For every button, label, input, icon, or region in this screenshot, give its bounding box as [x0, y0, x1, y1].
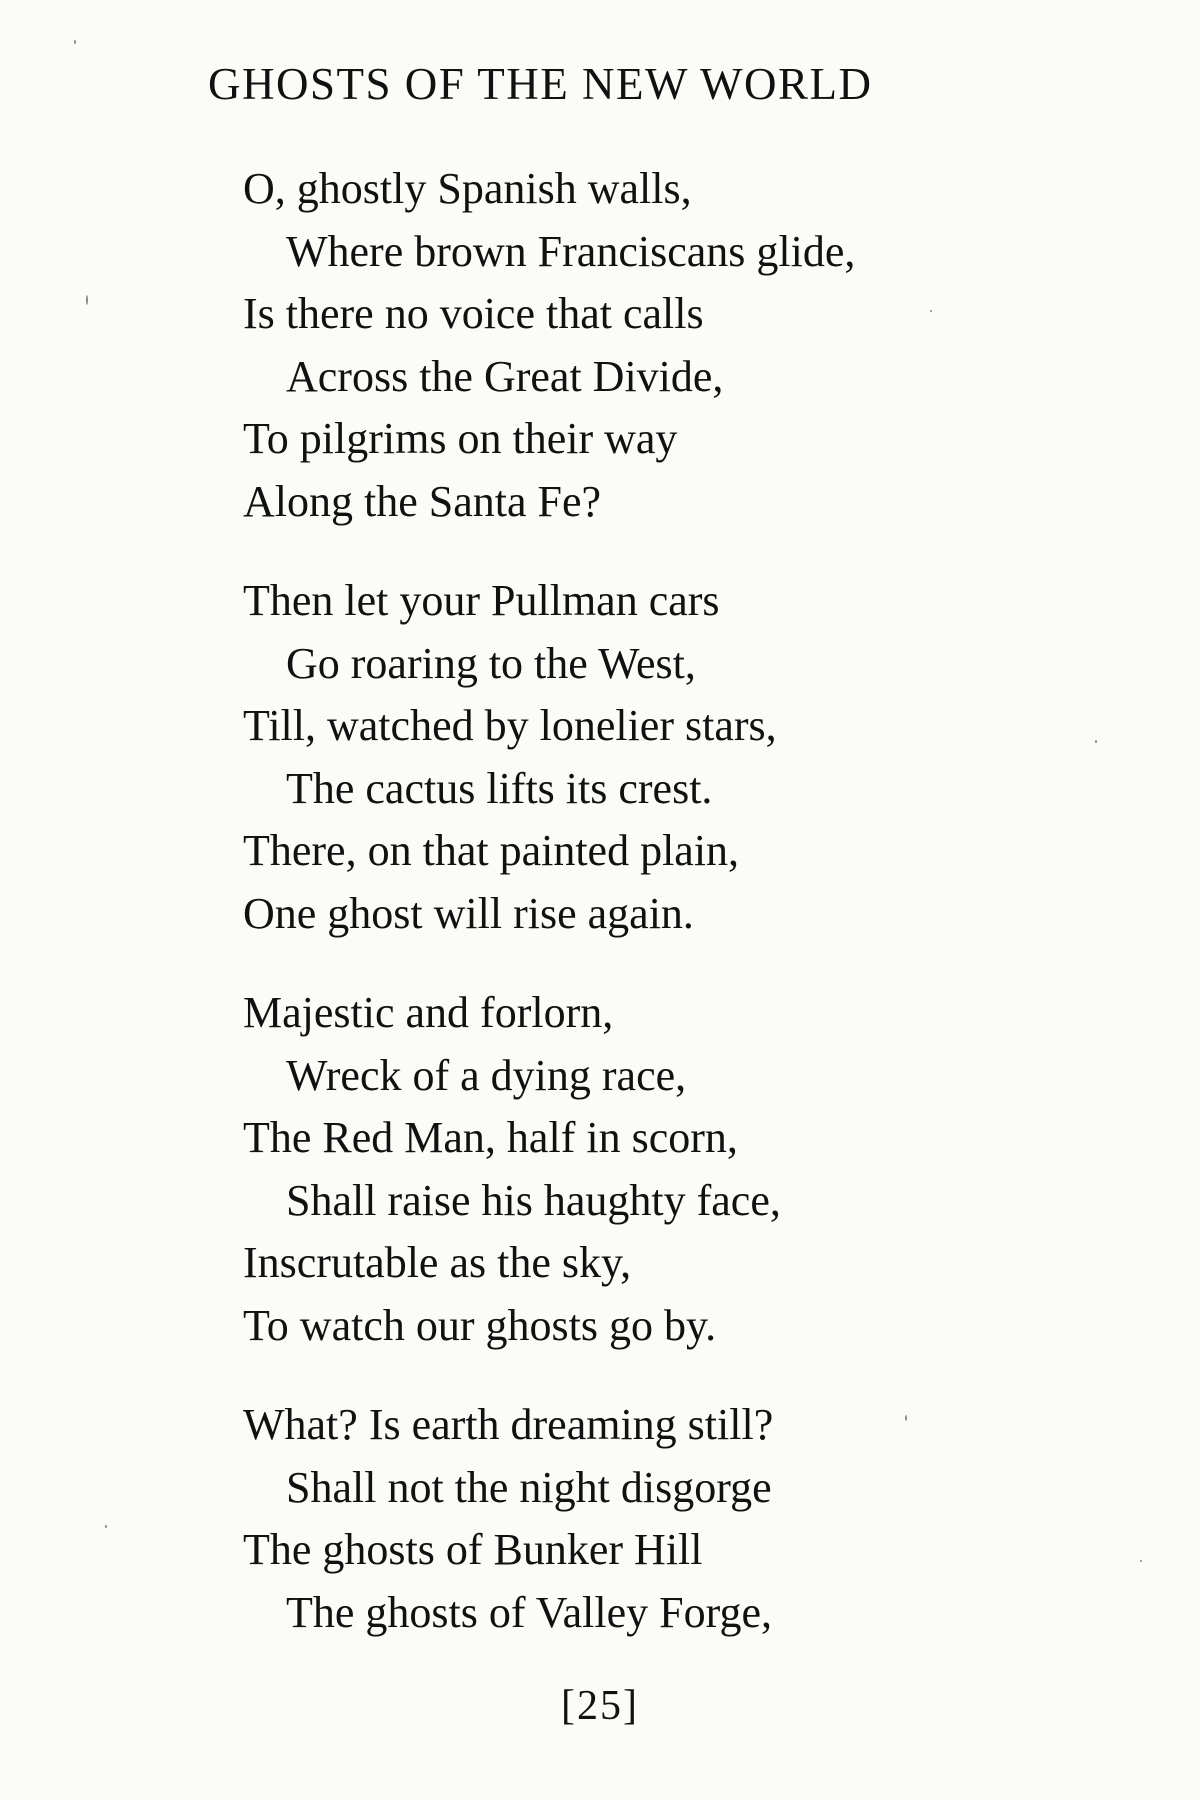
stanza-2: [243, 570, 1123, 945]
stanza-3: [243, 982, 1123, 1357]
poem-line: There, on that painted plain,: [243, 826, 740, 875]
poem-line: Till, watched by lonelier stars,: [243, 701, 777, 750]
poem-line: O, ghostly Spanish walls,: [243, 164, 692, 213]
poem-line: The ghosts of Bunker Hill: [243, 1525, 703, 1574]
running-title: GHOSTS OF THE NEW WORLD: [208, 59, 873, 109]
poem-line: Inscrutable as the sky,: [243, 1238, 632, 1287]
poem-line: Wreck of a dying race,: [286, 1050, 687, 1100]
page-number: [25]: [561, 1683, 639, 1729]
poem-line: To watch our ghosts go by.: [243, 1300, 717, 1350]
poem-line: Shall raise his haughty face,: [286, 1175, 781, 1225]
print-speck: [1095, 740, 1097, 743]
poem-line: To pilgrims on their way: [243, 414, 678, 463]
print-speck: [930, 310, 932, 312]
poem-line: Is there no voice that calls: [243, 289, 704, 338]
poem-line: The ghosts of Valley Forge,: [286, 1587, 772, 1637]
print-speck: [74, 40, 76, 44]
print-speck: [86, 295, 88, 305]
poem-line: Then let your Pullman cars: [243, 576, 720, 625]
poem-line: Shall not the night disgorge: [286, 1462, 772, 1512]
poem-line: The cactus lifts its crest.: [286, 763, 713, 813]
poem-line: Along the Santa Fe?: [243, 476, 602, 526]
poem: [243, 158, 1123, 1681]
print-speck: [905, 1415, 907, 1421]
poem-line: What? Is earth dreaming still?: [243, 1400, 774, 1449]
poem-line: Go roaring to the West,: [286, 638, 696, 688]
print-speck: [105, 1525, 107, 1528]
stanza-1: [243, 158, 1123, 533]
poem-line: The Red Man, half in scorn,: [243, 1113, 738, 1162]
poem-line: Across the Great Divide,: [286, 351, 724, 401]
poem-line: Majestic and forlorn,: [243, 988, 614, 1037]
poem-line: Where brown Franciscans glide,: [286, 226, 856, 276]
poem-line: One ghost will rise again.: [243, 888, 694, 938]
stanza-4: [243, 1394, 1123, 1644]
print-speck: [1140, 1560, 1142, 1562]
